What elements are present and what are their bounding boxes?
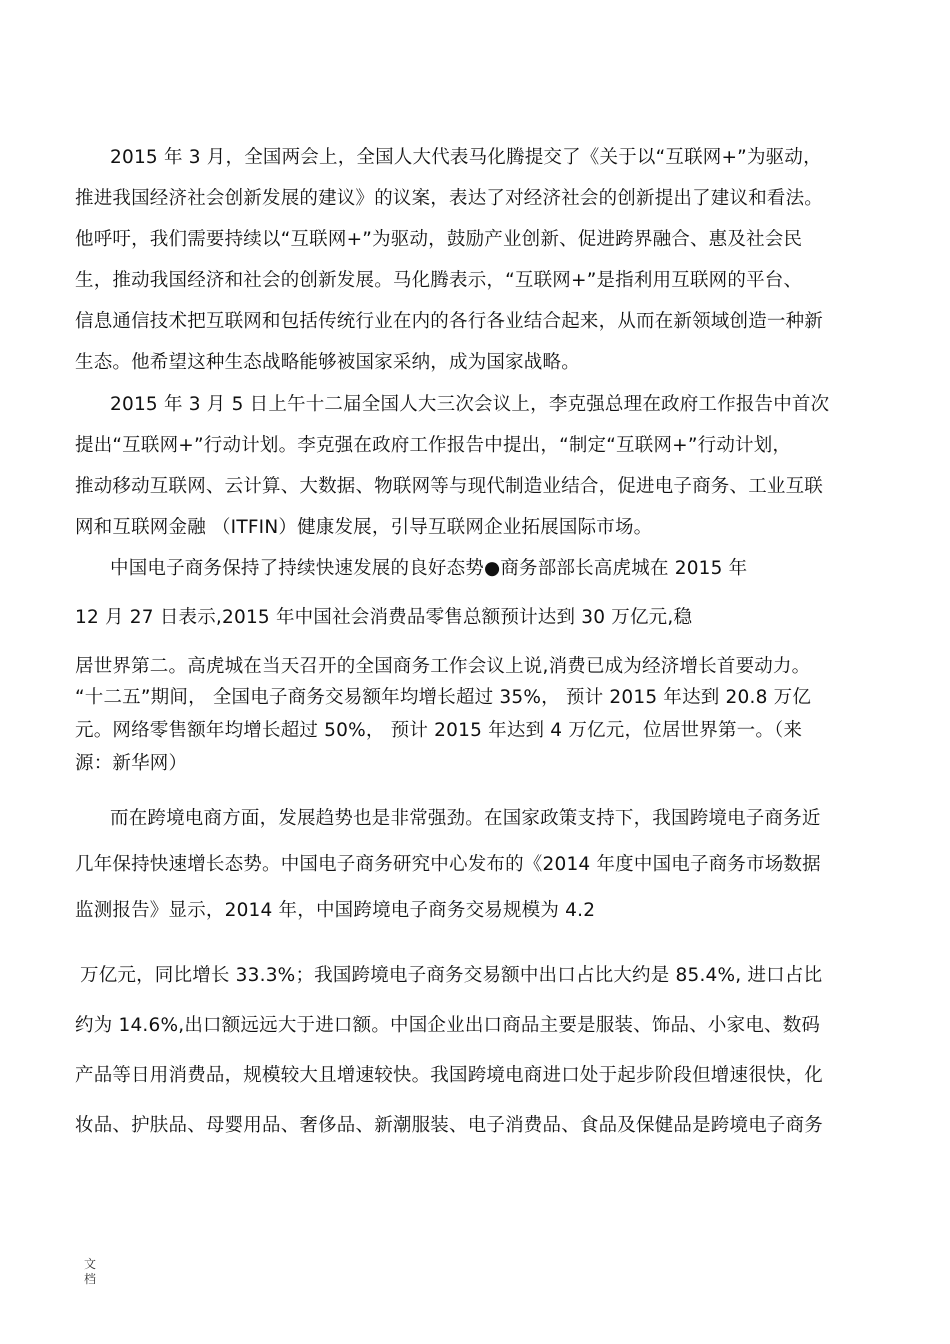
- paragraph-1-line-5: 信息通信技术把互联网和包括传统行业在内的各行各业结合起来，从而在新领域创造一种新: [75, 311, 824, 332]
- paragraph-2-line-4: 网和互联网金融 （ITFIN）健康发展，引导互联网企业拓展国际市场。: [75, 517, 653, 538]
- paragraph-1-line-6: 生态。他希望这种生态战略能够被国家采纳，成为国家战略。: [75, 352, 580, 373]
- paragraph-3-line-2: 12 月 27 日表示,2015 年中国社会消费品零售总额预计达到 30 万亿元,稳: [75, 607, 693, 628]
- paragraph-1-line-3: 他呼吁，我们需要持续以“互联网+”为驱动，鼓励产业创新、促进跨界融合、惠及社会民: [75, 229, 803, 250]
- paragraph-4-line-1: 而在跨境电商方面，发展趋势也是非常强劲。在国家政策支持下，我国跨境电子商务近: [110, 808, 821, 829]
- paragraph-4-line-4: 万亿元，同比增长 33.3%；我国跨境电子商务交易额中出口占比大约是 85.4%, 进口占比: [80, 965, 823, 986]
- paragraph-4-line-2: 几年保持快速增长态势。中国电子商务研究中心发布的《2014 年度中国电子商务市场数据: [75, 854, 821, 875]
- paragraph-4-line-6: 产品等日用消费品，规模较大且增速较快。我国跨境电商进口处于起步阶段但增速很快，化: [75, 1065, 824, 1086]
- paragraph-4-line-3: 监测报告》显示，2014 年，中国跨境电子商务交易规模为 4.2: [75, 900, 596, 921]
- paragraph-4-line-5: 约为 14.6%,出口额远远大于进口额。中国企业出口商品主要是服装、饰品、小家电、数码: [75, 1015, 821, 1036]
- paragraph-1-line-2: 推进我国经济社会创新发展的建议》的议案，表达了对经济社会的创新提出了建议和看法。: [75, 188, 824, 209]
- paragraph-2-line-1: 2015 年 3 月 5 日上午十二届全国人大三次会议上，李克强总理在政府工作报告中首次: [110, 394, 830, 415]
- paragraph-1-line-1: 2015 年 3 月，全国两会上，全国人大代表马化腾提交了《关于以“互联网+”为驱动，: [110, 147, 822, 168]
- paragraph-3-line-3: 居世界第二。高虎城在当天召开的全国商务工作会议上说,消费已成为经济增长首要动力。: [75, 656, 811, 677]
- paragraph-2-line-3: 推动移动互联网、云计算、大数据、物联网等与现代制造业结合，促进电子商务、工业互联: [75, 476, 824, 497]
- page-footer: [80, 1257, 100, 1287]
- paragraph-3-line-1: 中国电子商务保持了持续快速发展的良好态势●商务部部长高虎城在 2015 年: [110, 558, 748, 579]
- paragraph-3-line-4: “十二五”期间， 全国电子商务交易额年均增长超过 35%， 预计 2015 年达到 20.8 万亿: [75, 687, 812, 708]
- footer-char-1: 文: [83, 1257, 96, 1271]
- paragraph-2-line-2: 提出“互联网+”行动计划。李克强在政府工作报告中提出，“制定“互联网+”行动计划，: [75, 435, 792, 456]
- paragraph-3-line-5: 元。网络零售额年均增长超过 50%， 预计 2015 年达到 4 万亿元，位居世界第一。（来: [75, 720, 803, 741]
- paragraph-4-line-7: 妆品、护肤品、母婴用品、奢侈品、新潮服装、电子消费品、食品及保健品是跨境电子商务: [75, 1115, 824, 1136]
- footer-char-2: 档: [83, 1272, 96, 1286]
- paragraph-1-line-4: 生，推动我国经济和社会的创新发展。马化腾表示，“互联网+”是指利用互联网的平台、: [75, 270, 803, 291]
- paragraph-3-line-6: 源：新华网）: [75, 753, 188, 774]
